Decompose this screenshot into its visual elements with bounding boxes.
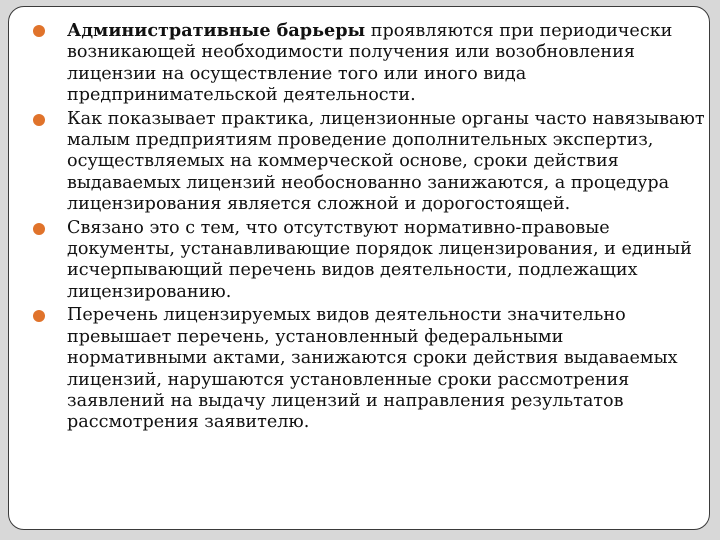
- bullet-text: Перечень лицензируемых видов деятельности значительно превышает перечень, установленный федеральными нормативными актами, занижаются сроки действия выдаваемых лицензий, нарушаются установленные сроки рассмотрения заявлений на выдачу лицензий и направления результатов рассмотрения заявителю.: [67, 305, 678, 433]
- bullet-item-list: [33, 305, 705, 433]
- bullet-item-reason: [33, 218, 705, 304]
- bullet-item-barriers: [33, 20, 705, 107]
- bullet-text: Как показывает практика, лицензионные органы часто навязывают малым предприятиям проведение дополнительных экспертиз, осуществляемых на коммерческой основе, сроки действия выдаваемых лицензий необоснованно занижаются, а процедура лицензирования является сложной и дорогостоящей.: [67, 108, 705, 215]
- bullet-item-practice: [33, 109, 705, 216]
- slide-frame: [8, 6, 710, 530]
- bullet-list: [33, 20, 705, 436]
- bullet-dot-icon: [33, 223, 45, 235]
- bullet-dot-icon: [33, 114, 45, 126]
- bullet-dot-icon: [33, 310, 45, 322]
- bullet-text: Связано это с тем, что отсутствуют нормативно-правовые документы, устанавливающие порядок лицензирования, и единый исчерпывающий перечень видов деятельности, подлежащих лицензированию.: [67, 217, 692, 302]
- bullet-dot-icon: [33, 25, 45, 37]
- bullet-bold-lead: Административные барьеры: [67, 20, 366, 41]
- bullet-text: проявляются при периодически возникающей необходимости получения или возобновления лицензии на осуществление того или иного вида предпринимательской деятельности.: [67, 21, 673, 106]
